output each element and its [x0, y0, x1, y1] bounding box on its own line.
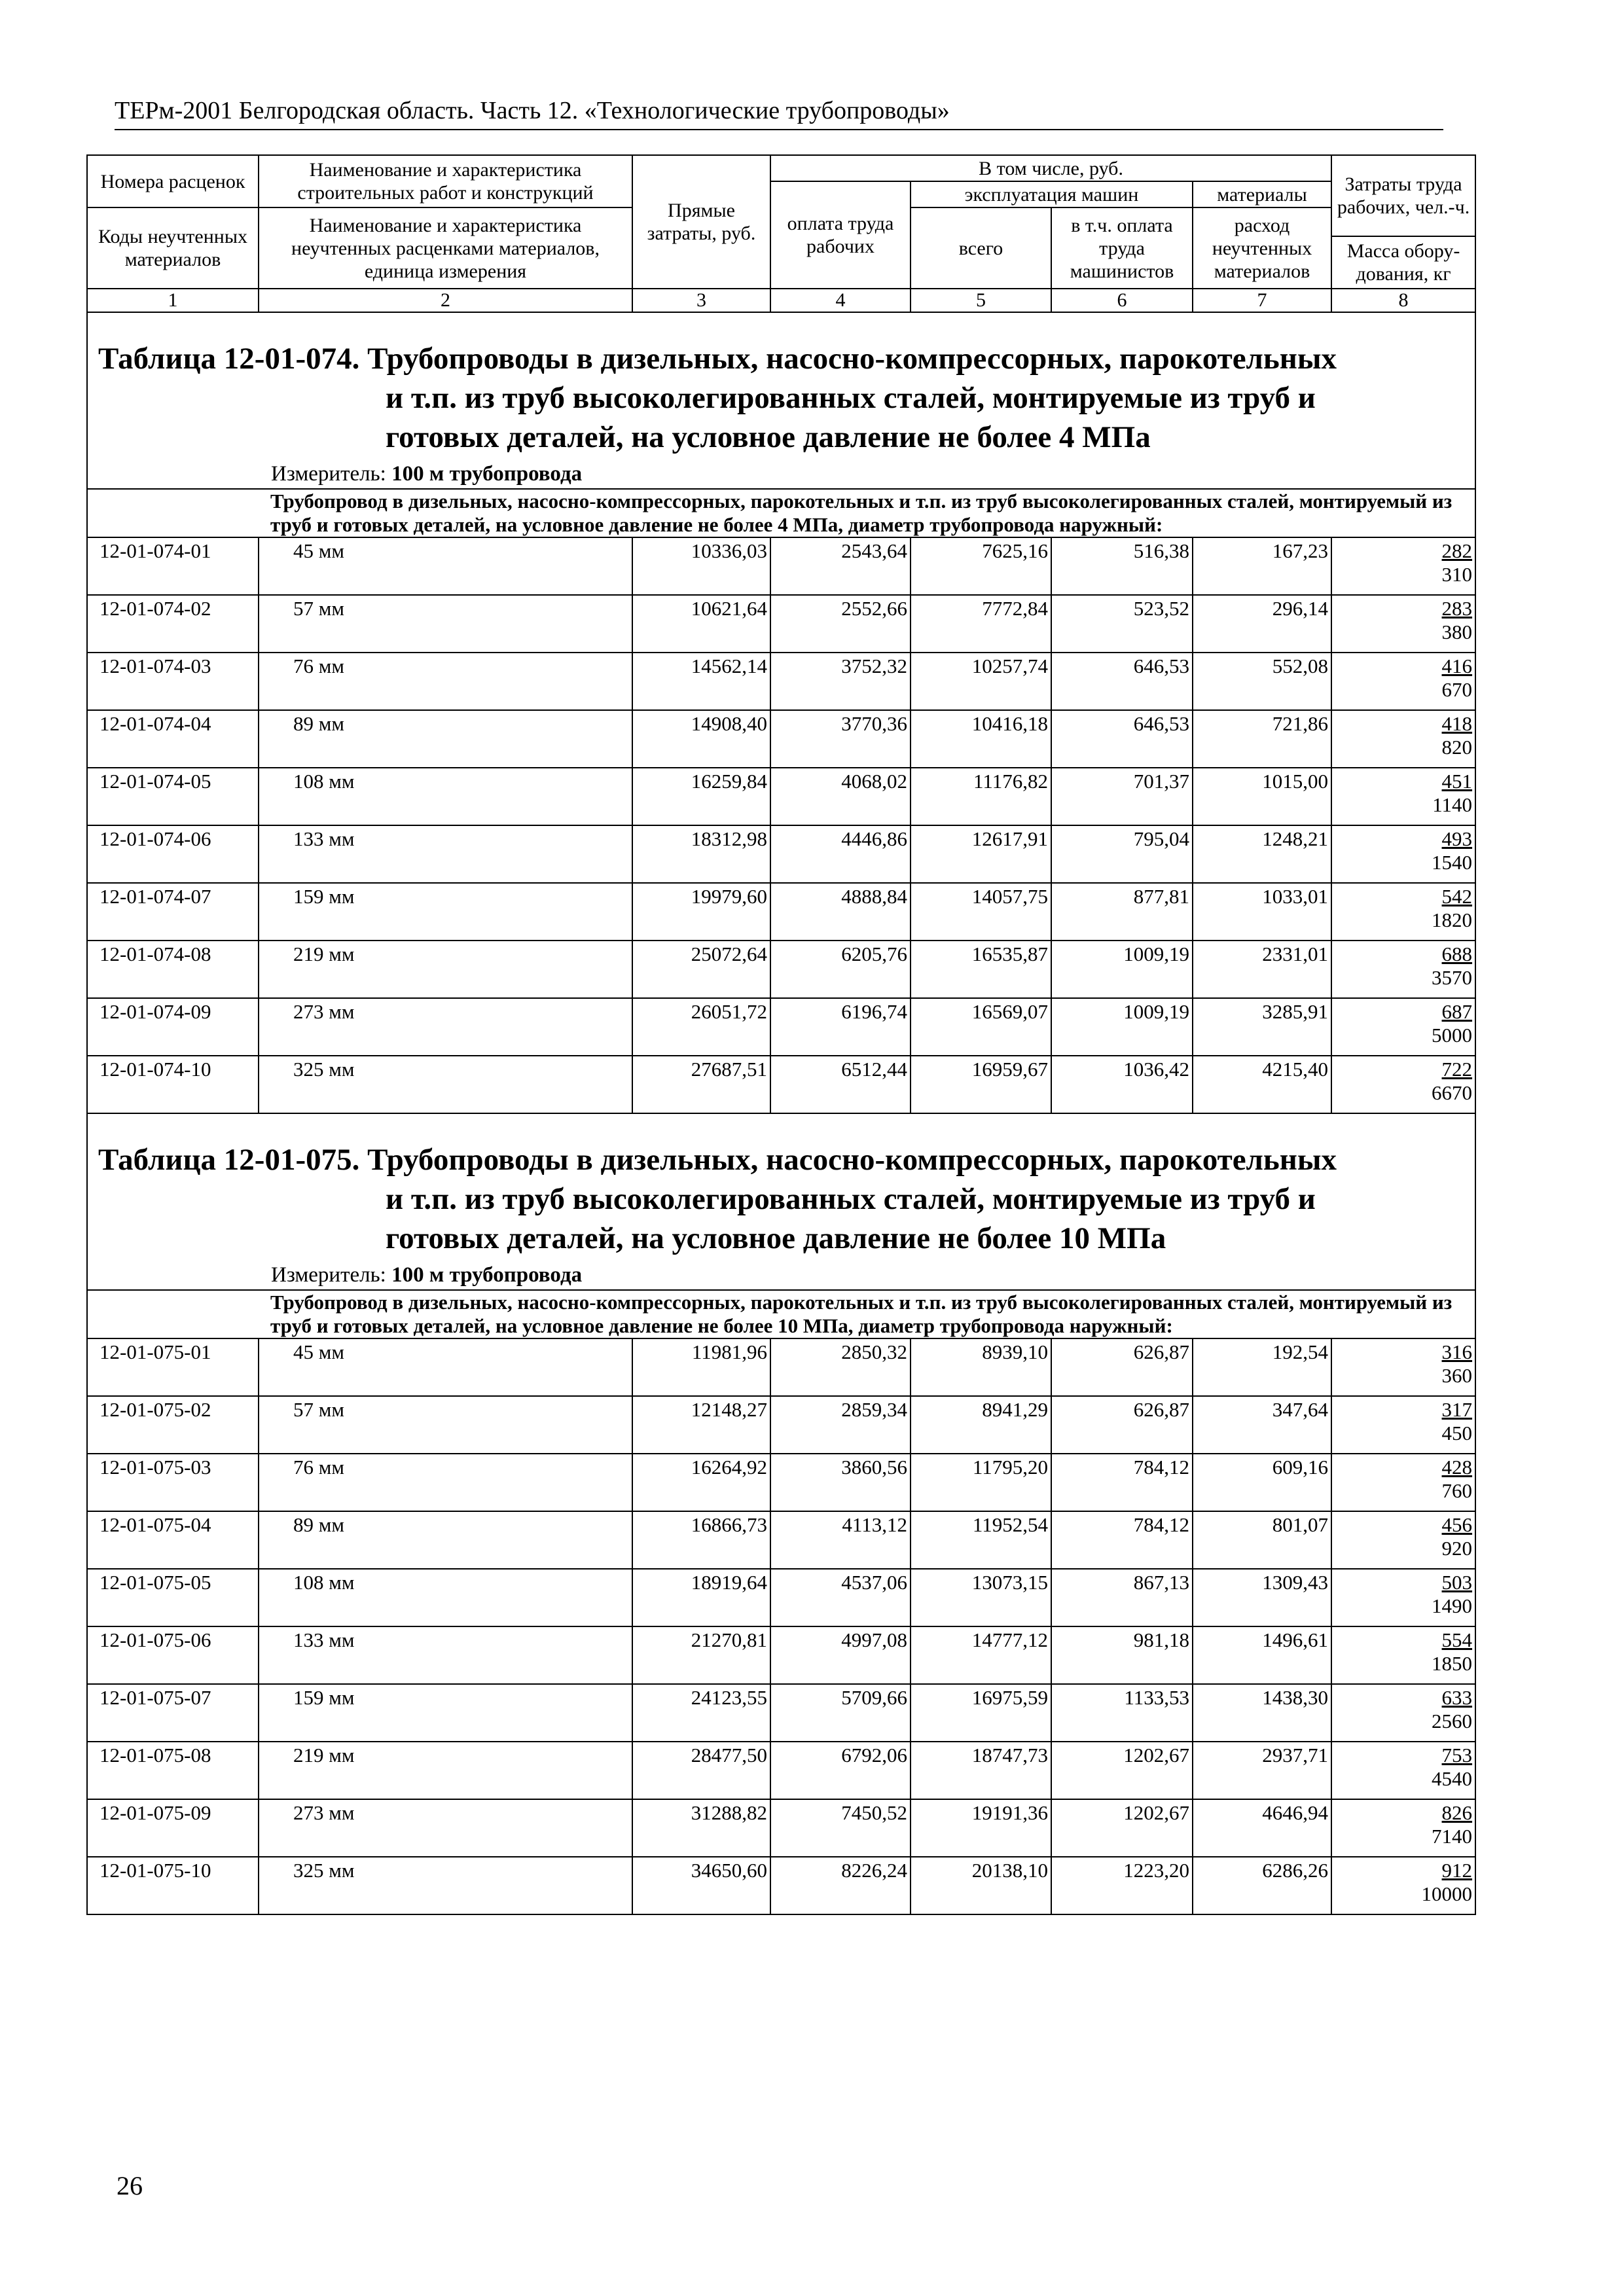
- rate-name: 76 мм: [259, 653, 632, 710]
- labor-mass-cell: [1331, 1396, 1475, 1454]
- table-row: [87, 1569, 1475, 1626]
- labor-pay: 7450,52: [770, 1799, 911, 1857]
- labor-mass-cell: [1331, 1857, 1475, 1914]
- direct-costs: 31288,82: [632, 1799, 770, 1857]
- direct-costs: 19979,60: [632, 883, 770, 941]
- labor-mass-cell: [1331, 1626, 1475, 1684]
- column-number: 7: [1193, 289, 1331, 312]
- machinists-pay: 1036,42: [1051, 1056, 1193, 1113]
- labor-pay: 4997,08: [770, 1626, 911, 1684]
- materials-cost: 1033,01: [1193, 883, 1331, 941]
- equipment-mass: 310: [1441, 563, 1473, 586]
- rate-name: 57 мм: [259, 1396, 632, 1454]
- labor-pay: 5709,66: [770, 1684, 911, 1742]
- equipment-mass: 670: [1441, 678, 1473, 701]
- column-number: 6: [1051, 289, 1193, 312]
- rate-name: 159 мм: [259, 1684, 632, 1742]
- meter-value: 100 м трубопровода: [391, 462, 583, 486]
- rate-code: 12-01-075-08: [87, 1742, 259, 1799]
- machines-header: эксплуатация машин: [911, 181, 1193, 207]
- machines-total: 12617,91: [911, 825, 1051, 883]
- machinists-pay: 784,12: [1051, 1454, 1193, 1511]
- machines-total: 16535,87: [911, 941, 1051, 998]
- machinists-pay: 626,87: [1051, 1338, 1193, 1396]
- table-title-block: [87, 1113, 1475, 1290]
- materials-cost: 721,86: [1193, 710, 1331, 768]
- direct-costs: 10336,03: [632, 537, 770, 595]
- table-row: [87, 1684, 1475, 1742]
- meter-label: Измеритель:: [271, 462, 386, 486]
- table-title-line: и т.п. из труб высоколегированных сталей, монтируемые из труб и: [386, 1182, 1316, 1216]
- document-header: ТЕРм-2001 Белгородская область. Часть 12. «Технологические трубопроводы»: [115, 95, 1443, 130]
- machines-total: 11952,54: [911, 1511, 1051, 1569]
- rate-code: 12-01-074-10: [87, 1056, 259, 1113]
- labor-mass-cell: [1331, 941, 1475, 998]
- table-row: [87, 1626, 1475, 1684]
- page-number: 26: [117, 2171, 143, 2200]
- labor-pay: 6205,76: [770, 941, 911, 998]
- materials-cost: 1496,61: [1193, 1626, 1331, 1684]
- rate-code: 12-01-074-04: [87, 710, 259, 768]
- machinists-pay: 784,12: [1051, 1511, 1193, 1569]
- rate-name: 219 мм: [259, 1742, 632, 1799]
- table-title-line: и т.п. из труб высоколегированных сталей, монтируемые из труб и: [386, 381, 1316, 415]
- rate-name: 89 мм: [259, 710, 632, 768]
- direct-costs: 16264,92: [632, 1454, 770, 1511]
- labor-pay: 2543,64: [770, 537, 911, 595]
- machines-total: 19191,36: [911, 1799, 1051, 1857]
- machinists-pay: 1202,67: [1051, 1799, 1193, 1857]
- table-row: [87, 1454, 1475, 1511]
- table-title: Таблица 12-01-075. Трубопроводы в дизельных, насосно-компрессорных, парокотельных: [98, 1143, 1337, 1177]
- table-row: [87, 883, 1475, 941]
- direct-costs: 21270,81: [632, 1626, 770, 1684]
- labor-mass-cell: [1331, 883, 1475, 941]
- meter-line: [88, 457, 1475, 488]
- equipment-mass: 920: [1441, 1537, 1473, 1560]
- direct-costs: 16866,73: [632, 1511, 770, 1569]
- labor-hours: 722: [1441, 1058, 1473, 1081]
- rate-code: 12-01-075-04: [87, 1511, 259, 1569]
- materials-cost: 347,64: [1193, 1396, 1331, 1454]
- table-row: [87, 1511, 1475, 1569]
- machinists-pay: 1223,20: [1051, 1857, 1193, 1914]
- table-row: [87, 595, 1475, 653]
- labor-pay: 4537,06: [770, 1569, 911, 1626]
- machinists-pay: 795,04: [1051, 825, 1193, 883]
- machines-total: 16975,59: [911, 1684, 1051, 1742]
- labor-hours: 317: [1441, 1398, 1473, 1421]
- labor-mass-cell: [1331, 768, 1475, 825]
- meter-label: Измеритель:: [271, 1263, 386, 1287]
- rate-name: 57 мм: [259, 595, 632, 653]
- equipment-mass: 1850: [1432, 1652, 1473, 1675]
- machines-total: 13073,15: [911, 1569, 1051, 1626]
- machines-total: 14777,12: [911, 1626, 1051, 1684]
- labor-mass-cell: [1331, 1569, 1475, 1626]
- table-row: [87, 941, 1475, 998]
- machinists-pay: 981,18: [1051, 1626, 1193, 1684]
- materials-header: материалы: [1193, 181, 1331, 207]
- labor-hours: 542: [1441, 885, 1473, 908]
- column-number: 3: [632, 289, 770, 312]
- labor-hours: 456: [1441, 1513, 1473, 1536]
- materials-cost: 552,08: [1193, 653, 1331, 710]
- rate-code: 12-01-075-06: [87, 1626, 259, 1684]
- materials-cost: 4646,94: [1193, 1799, 1331, 1857]
- materials-cost: 192,54: [1193, 1338, 1331, 1396]
- labor-pay: 6196,74: [770, 998, 911, 1056]
- labor-pay: 4113,12: [770, 1511, 911, 1569]
- labor-mass-cell: [1331, 1454, 1475, 1511]
- labor-pay: 3860,56: [770, 1454, 911, 1511]
- machines-total: 10416,18: [911, 710, 1051, 768]
- materials-cost: 801,07: [1193, 1511, 1331, 1569]
- rate-code: 12-01-074-05: [87, 768, 259, 825]
- machinists-pay: 646,53: [1051, 710, 1193, 768]
- labor-pay: 4446,86: [770, 825, 911, 883]
- labor-pay: 2850,32: [770, 1338, 911, 1396]
- machines-total: 11176,82: [911, 768, 1051, 825]
- equipment-mass: 1820: [1432, 908, 1473, 931]
- rate-code: 12-01-075-07: [87, 1684, 259, 1742]
- labor-pay: 6512,44: [770, 1056, 911, 1113]
- table-title-block: [87, 312, 1475, 489]
- labor-pay: 3770,36: [770, 710, 911, 768]
- col-1-header-top: Номера расценок: [87, 155, 259, 207]
- equipment-mass: 1140: [1432, 793, 1473, 816]
- materials-cost: 3285,91: [1193, 998, 1331, 1056]
- machines-total: 8941,29: [911, 1396, 1051, 1454]
- materials-cost: 1309,43: [1193, 1569, 1331, 1626]
- direct-costs: 12148,27: [632, 1396, 770, 1454]
- table-row: [87, 537, 1475, 595]
- rate-name: 133 мм: [259, 1626, 632, 1684]
- materials-cost: 6286,26: [1193, 1857, 1331, 1914]
- rate-name: 325 мм: [259, 1056, 632, 1113]
- labor-mass-cell: [1331, 1056, 1475, 1113]
- machinists-pay: 1202,67: [1051, 1742, 1193, 1799]
- labor-mass-cell: [1331, 595, 1475, 653]
- machinists-pay: 516,38: [1051, 537, 1193, 595]
- table-description: Трубопровод в дизельных, насосно-компрессорных, парокотельных и т.п. из труб высоколегированных сталей, монтируемый из труб и готовых деталей, на условное давление не более 4 МПа, диаметр трубопровода наружный:: [259, 489, 1475, 537]
- col-2-header-bottom: Наименование и характеристика неучтенных расценками материалов, единица измерения: [259, 207, 632, 289]
- direct-costs: 26051,72: [632, 998, 770, 1056]
- column-number: 5: [911, 289, 1051, 312]
- table-row: [87, 710, 1475, 768]
- direct-costs: 34650,60: [632, 1857, 770, 1914]
- rate-name: 325 мм: [259, 1857, 632, 1914]
- machines-total: 10257,74: [911, 653, 1051, 710]
- labor-hours: 687: [1441, 1000, 1473, 1023]
- direct-costs: 28477,50: [632, 1742, 770, 1799]
- labor-mass-cell: [1331, 1742, 1475, 1799]
- rate-name: 108 мм: [259, 1569, 632, 1626]
- rate-code: 12-01-074-03: [87, 653, 259, 710]
- labor-hours: 418: [1441, 712, 1473, 735]
- equipment-mass: 1490: [1432, 1594, 1473, 1617]
- rate-name: 219 мм: [259, 941, 632, 998]
- labor-hours: 688: [1441, 942, 1473, 965]
- direct-costs: 14562,14: [632, 653, 770, 710]
- machines-total: 16959,67: [911, 1056, 1051, 1113]
- equipment-mass: 7140: [1432, 1825, 1473, 1848]
- col-6-header: в т.ч. оплата труда машинистов: [1051, 207, 1193, 289]
- table-row: [87, 1799, 1475, 1857]
- rate-code: 12-01-074-02: [87, 595, 259, 653]
- machinists-pay: 877,81: [1051, 883, 1193, 941]
- rate-name: 273 мм: [259, 998, 632, 1056]
- direct-costs: 11981,96: [632, 1338, 770, 1396]
- labor-mass-cell: [1331, 537, 1475, 595]
- equipment-mass: 4540: [1432, 1767, 1473, 1790]
- equipment-mass: 5000: [1432, 1024, 1473, 1047]
- col-8-header-top: Затраты труда рабочих, чел.-ч.: [1331, 155, 1475, 236]
- rate-code: 12-01-075-05: [87, 1569, 259, 1626]
- rate-code: 12-01-074-06: [87, 825, 259, 883]
- materials-cost: 167,23: [1193, 537, 1331, 595]
- labor-hours: 826: [1441, 1801, 1473, 1824]
- table-title-line: готовых деталей, на условное давление не более 4 МПа: [386, 420, 1151, 454]
- labor-mass-cell: [1331, 825, 1475, 883]
- rate-code: 12-01-075-02: [87, 1396, 259, 1454]
- equipment-mass: 10000: [1421, 1882, 1473, 1905]
- labor-hours: 451: [1441, 770, 1473, 793]
- rate-name: 76 мм: [259, 1454, 632, 1511]
- labor-mass-cell: [1331, 1799, 1475, 1857]
- machines-total: 14057,75: [911, 883, 1051, 941]
- table-row: [87, 1742, 1475, 1799]
- equipment-mass: 360: [1441, 1364, 1473, 1387]
- rate-code: 12-01-074-09: [87, 998, 259, 1056]
- materials-cost: 4215,40: [1193, 1056, 1331, 1113]
- labor-mass-cell: [1331, 1511, 1475, 1569]
- machinists-pay: 1009,19: [1051, 998, 1193, 1056]
- rate-code: 12-01-074-08: [87, 941, 259, 998]
- machines-total: 16569,07: [911, 998, 1051, 1056]
- materials-cost: 1248,21: [1193, 825, 1331, 883]
- machines-total: 7772,84: [911, 595, 1051, 653]
- rate-name: 159 мм: [259, 883, 632, 941]
- labor-hours: 912: [1441, 1859, 1473, 1882]
- table-description: Трубопровод в дизельных, насосно-компрессорных, парокотельных и т.п. из труб высоколегированных сталей, монтируемый из труб и готовых деталей, на условное давление не более 10 МПа, диаметр трубопровода наружный:: [259, 1290, 1475, 1338]
- rate-name: 108 мм: [259, 768, 632, 825]
- rate-code: 12-01-075-09: [87, 1799, 259, 1857]
- labor-pay: 3752,32: [770, 653, 911, 710]
- col-8-header-bottom: Масса обору-дования, кг: [1331, 236, 1475, 289]
- rate-code: 12-01-074-07: [87, 883, 259, 941]
- column-number: 2: [259, 289, 632, 312]
- rate-code: 12-01-074-01: [87, 537, 259, 595]
- machines-total: 7625,16: [911, 537, 1051, 595]
- direct-costs: 18312,98: [632, 825, 770, 883]
- col-4-header: оплата труда рабочих: [770, 181, 911, 289]
- equipment-mass: 380: [1441, 620, 1473, 643]
- equipment-mass: 450: [1441, 1422, 1473, 1444]
- group-header: В том числе, руб.: [770, 155, 1331, 181]
- direct-costs: 24123,55: [632, 1684, 770, 1742]
- rate-name: 133 мм: [259, 825, 632, 883]
- table-title-line: готовых деталей, на условное давление не более 10 МПа: [386, 1221, 1166, 1255]
- rate-name: 89 мм: [259, 1511, 632, 1569]
- col-3-header: Прямые затраты, руб.: [632, 155, 770, 289]
- labor-hours: 316: [1441, 1340, 1473, 1363]
- machinists-pay: 1009,19: [1051, 941, 1193, 998]
- labor-pay: 4068,02: [770, 768, 911, 825]
- rate-name: 45 мм: [259, 1338, 632, 1396]
- machinists-pay: 701,37: [1051, 768, 1193, 825]
- col-7-header: расход неучтенных материалов: [1193, 207, 1331, 289]
- machinists-pay: 646,53: [1051, 653, 1193, 710]
- materials-cost: 296,14: [1193, 595, 1331, 653]
- table-row: [87, 998, 1475, 1056]
- labor-hours: 282: [1441, 539, 1473, 562]
- labor-hours: 428: [1441, 1456, 1473, 1479]
- materials-cost: 609,16: [1193, 1454, 1331, 1511]
- rate-name: 45 мм: [259, 537, 632, 595]
- machines-total: 11795,20: [911, 1454, 1051, 1511]
- machinists-pay: 626,87: [1051, 1396, 1193, 1454]
- labor-hours: 503: [1441, 1571, 1473, 1594]
- table-row: [87, 1857, 1475, 1914]
- materials-cost: 2331,01: [1193, 941, 1331, 998]
- materials-cost: 1015,00: [1193, 768, 1331, 825]
- direct-costs: 16259,84: [632, 768, 770, 825]
- equipment-mass: 1540: [1432, 851, 1473, 874]
- machinists-pay: 1133,53: [1051, 1684, 1193, 1742]
- meter-line: [88, 1258, 1475, 1289]
- labor-hours: 633: [1441, 1686, 1473, 1709]
- machinists-pay: 523,52: [1051, 595, 1193, 653]
- rate-name: 273 мм: [259, 1799, 632, 1857]
- equipment-mass: 760: [1441, 1479, 1473, 1502]
- equipment-mass: 6670: [1432, 1081, 1473, 1104]
- labor-mass-cell: [1331, 998, 1475, 1056]
- direct-costs: 14908,40: [632, 710, 770, 768]
- column-number: 8: [1331, 289, 1475, 312]
- equipment-mass: 820: [1441, 736, 1473, 759]
- col-1-header-bottom: Коды неучтенных материалов: [87, 207, 259, 289]
- table-row: [87, 1056, 1475, 1113]
- meter-value: 100 м трубопровода: [391, 1263, 583, 1287]
- table-title: Таблица 12-01-074. Трубопроводы в дизельных, насосно-компрессорных, парокотельных: [98, 342, 1337, 376]
- table-row: [87, 1396, 1475, 1454]
- rates-table: [86, 154, 1476, 1915]
- labor-pay: 2552,66: [770, 595, 911, 653]
- equipment-mass: 2560: [1432, 1710, 1473, 1732]
- machinists-pay: 867,13: [1051, 1569, 1193, 1626]
- labor-mass-cell: [1331, 1338, 1475, 1396]
- table-row: [87, 825, 1475, 883]
- column-number: 1: [87, 289, 259, 312]
- labor-hours: 554: [1441, 1628, 1473, 1651]
- direct-costs: 18919,64: [632, 1569, 770, 1626]
- machines-total: 20138,10: [911, 1857, 1051, 1914]
- equipment-mass: 3570: [1432, 966, 1473, 989]
- labor-mass-cell: [1331, 653, 1475, 710]
- labor-mass-cell: [1331, 1684, 1475, 1742]
- labor-hours: 753: [1441, 1744, 1473, 1767]
- labor-pay: 4888,84: [770, 883, 911, 941]
- labor-pay: 8226,24: [770, 1857, 911, 1914]
- labor-mass-cell: [1331, 710, 1475, 768]
- direct-costs: 27687,51: [632, 1056, 770, 1113]
- col-2-header-top: Наименование и характеристика строительных работ и конструкций: [259, 155, 632, 207]
- col-5-header: всего: [911, 207, 1051, 289]
- machines-total: 8939,10: [911, 1338, 1051, 1396]
- rate-code: 12-01-075-10: [87, 1857, 259, 1914]
- table-row: [87, 1338, 1475, 1396]
- rate-code: 12-01-075-03: [87, 1454, 259, 1511]
- materials-cost: 2937,71: [1193, 1742, 1331, 1799]
- column-number: 4: [770, 289, 911, 312]
- table-row: [87, 653, 1475, 710]
- machines-total: 18747,73: [911, 1742, 1051, 1799]
- labor-hours: 416: [1441, 655, 1473, 677]
- materials-cost: 1438,30: [1193, 1684, 1331, 1742]
- rate-code: 12-01-075-01: [87, 1338, 259, 1396]
- labor-pay: 6792,06: [770, 1742, 911, 1799]
- labor-pay: 2859,34: [770, 1396, 911, 1454]
- labor-hours: 493: [1441, 827, 1473, 850]
- table-row: [87, 768, 1475, 825]
- direct-costs: 25072,64: [632, 941, 770, 998]
- direct-costs: 10621,64: [632, 595, 770, 653]
- labor-hours: 283: [1441, 597, 1473, 620]
